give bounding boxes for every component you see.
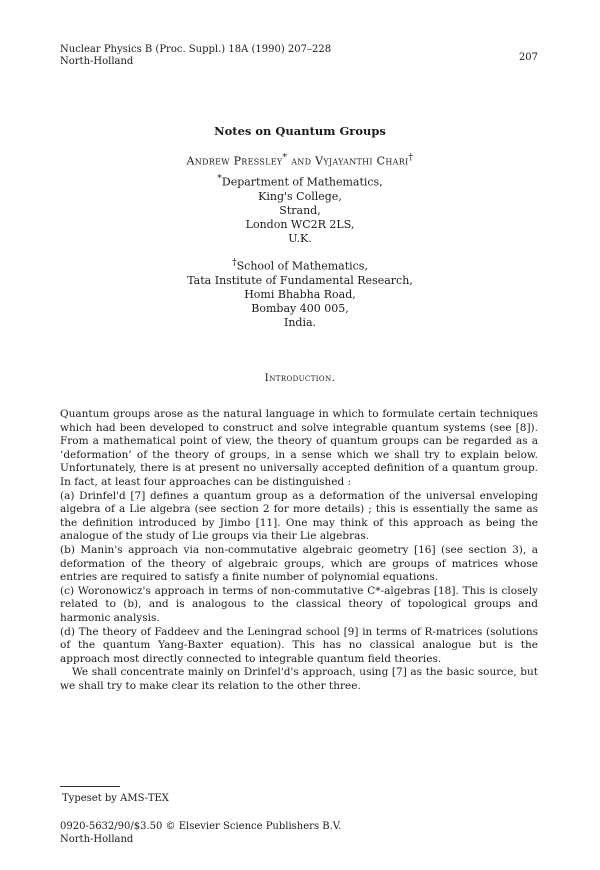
affiliation-line: India. <box>283 315 317 329</box>
paragraph-item-d: (d) The theory of Faddeev and the Leningrad school [9] in terms of R-matrices (solutions of the quantum Yang-Baxter equation). This has no classical analogue but is the approach most directly connected to integrable quantum field theories. <box>60 625 538 665</box>
journal-citation: Nuclear Physics B (Proc. Suppl.) 18A (1990) 207–228 <box>60 44 332 55</box>
author-line <box>0 152 600 168</box>
paragraph-item-a: (a) Drinfel'd [7] defines a quantum group as a deformation of the universal enveloping algebra of a Lie algebra (see section 2 for more details) ; this is essentially the same as the definition introduced by Jimbo [11]. One may think of this approach as being the analogue of the study of Lie groups via their Lie algebras. <box>60 489 538 543</box>
author-connector: and <box>287 154 316 168</box>
copyright-block <box>60 820 341 846</box>
introduction-body <box>60 408 538 693</box>
page-number: 207 <box>518 52 538 63</box>
affiliation-line: Department of Mathematics, <box>221 175 383 189</box>
affiliation-kings-college <box>0 172 600 246</box>
affiliation-line: Strand, <box>279 203 321 217</box>
author-pressley-mark: * <box>282 152 288 163</box>
journal-header <box>60 44 331 68</box>
affiliation-line: U.K. <box>288 231 312 245</box>
paragraph: Quantum groups arose as the natural language in which to formulate certain techniques which had been developed to construct and solve integrable quantum systems (see [8]). From a mathematical point of view, the theory of quantum groups can be regarded as a ‘deformation’ of the theory of groups, in a sense which we shall try to explain below. Unfortunately, there is at present no universally accepted definition of a quantum group. In fact, at least four approaches can be distinguished : <box>60 408 538 488</box>
journal-publisher: North-Holland <box>60 56 134 67</box>
copyright-line: 0920-5632/90/$3.50 © Elsevier Science Publishers B.V. <box>60 821 342 832</box>
affiliation-line: King's College, <box>258 189 342 203</box>
affiliation-mark: † <box>232 257 237 268</box>
author-pressley: Andrew Pressley <box>186 154 283 168</box>
affiliation-line: School of Mathematics, <box>236 259 368 273</box>
affiliation-line: Tata Institute of Fundamental Research, <box>187 273 413 287</box>
affiliation-line: Homi Bhabha Road, <box>244 287 356 301</box>
author-chari-mark: † <box>408 152 414 163</box>
paragraph-closing: We shall concentrate mainly on Drinfel'd's approach, using [7] as the basic source, but we shall try to make clear its relation to the other three. <box>60 666 538 692</box>
affiliation-mark: * <box>217 173 222 184</box>
footnote-rule <box>60 786 120 787</box>
affiliation-line: London WC2R 2LS, <box>245 217 355 231</box>
paragraph-item-c: (c) Woronowicz's approach in terms of non-commutative C*-algebras [18]. This is closely related to (b), and is analogous to the classical theory of topological groups and harmonic analysis. <box>60 584 538 624</box>
section-heading-introduction: Introduction. <box>264 372 336 384</box>
author-chari: Vyjayanthi Chari <box>315 154 409 168</box>
paragraph-item-b: (b) Manin's approach via non-commutative algebraic geometry [16] (see section 3), a deformation of the theory of algebraic groups, which are groups of matrices whose entries are required to satisfy a finite number of polynomial equations. <box>60 543 538 584</box>
affiliation-line: Bombay 400 005, <box>251 301 349 315</box>
copyright-publisher: North-Holland <box>60 834 134 845</box>
affiliation-tata-institute <box>0 256 600 330</box>
paper-title: Notes on Quantum Groups <box>214 124 386 138</box>
typeset-note: Typeset by AMS-TEX <box>62 793 169 804</box>
